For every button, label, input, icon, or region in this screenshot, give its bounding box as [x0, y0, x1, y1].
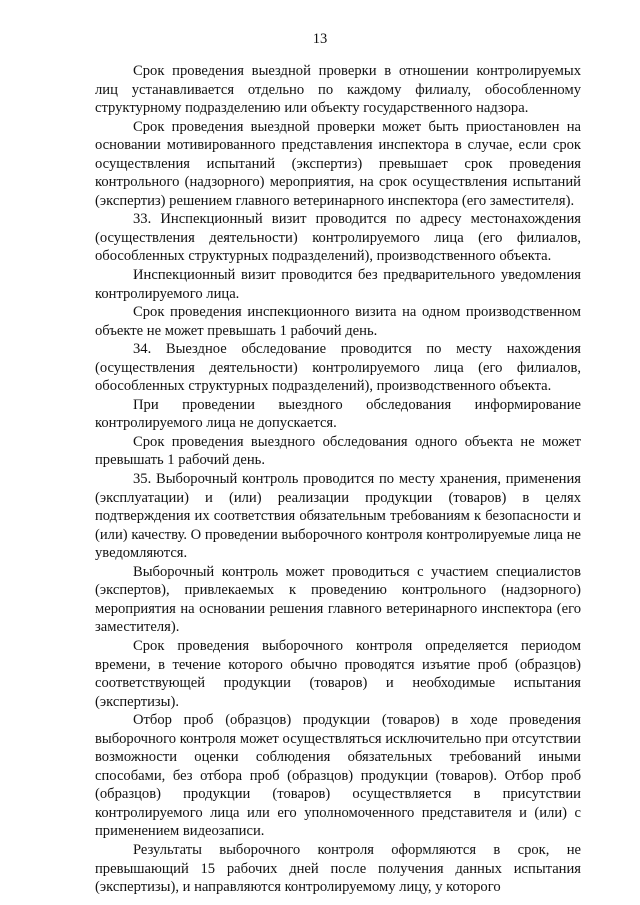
page-number: 13 — [312, 31, 328, 47]
document-body — [95, 62, 581, 897]
paragraph: Инспекционный визит проводится без предварительного уведомления контролируемого лица. — [95, 267, 581, 302]
paragraph: Результаты выборочного контроля оформляются в срок, не превышающий 15 рабочих дней после получения данных испытания (экспертизы), и направляются контролируемому лицу, у которого — [95, 841, 581, 896]
paragraph: При проведении выездного обследования информирование контролируемого лица не допускается. — [95, 396, 581, 432]
paragraph: Отбор проб (образцов) продукции (товаров) в ходе проведения выборочного контроля может осуществляться исключительно при отсутствии возможности оценки соблюдения обязательных требований иными способами, без отбора проб (образцов) продукции (товаров). Отбор проб (образцов) продукции (товаров) осуществляется в присутствии контролируемого лица или его уполномоченного представителя и (или) с применением видеозаписи. — [95, 712, 581, 840]
paragraph: Срок проведения выездного обследования одного объекта не может превышать 1 рабочий день. — [95, 433, 581, 469]
paragraph: Срок проведения выборочного контроля определяется периодом времени, в течение которого обычно проводятся изъятие проб (образцов) соответствующей продукции (товаров) и необходимые испытания (экспертизы). — [95, 637, 581, 710]
paragraph: Срок проведения инспекционного визита на одном производственном объекте не может превышать 1 рабочий день. — [95, 304, 581, 339]
paragraph: Срок проведения выездной проверки может быть приостановлен на основании мотивированного представления инспектора в случае, если срок осуществления испытаний (экспертиз) превышает срок проведения контрольного (надзорного) мероприятия, на срок осуществления испытаний (экспертиз) решением главного ветеринарного инспектора (его заместителя). — [95, 118, 581, 209]
paragraph: Выборочный контроль может проводиться с участием специалистов (экспертов), привлекаемых к проведению контрольного (надзорного) мероприятия на основании решения главного ветеринарного инспектора (его заместителя). — [95, 563, 581, 636]
paragraph: 34. Выездное обследование проводится по месту нахождения (осуществления деятельности) контролируемого лица (его филиалов, обособленных структурных подразделений), производственного объекта. — [95, 341, 581, 395]
paragraph: 35. Выборочный контроль проводится по месту хранения, применения (эксплуатации) и (или) реализации продукции (товаров) в целях подтверждения их соответствия обязательным требованиям к безопасности и (или) качеству. О проведении выборочного контроля контролируемые лица не уведомляются. — [95, 471, 581, 562]
paragraph: Срок проведения выездной проверки в отношении контролируемых лиц устанавливается отдельно по каждому филиалу, обособленному структурному подразделению или объекту государственного надзора. — [95, 63, 581, 117]
paragraph: 33. Инспекционный визит проводится по адресу местонахождения (осуществления деятельности) контролируемого лица (его филиалов, обособленных структурных подразделений), производственного объекта. — [95, 211, 581, 265]
